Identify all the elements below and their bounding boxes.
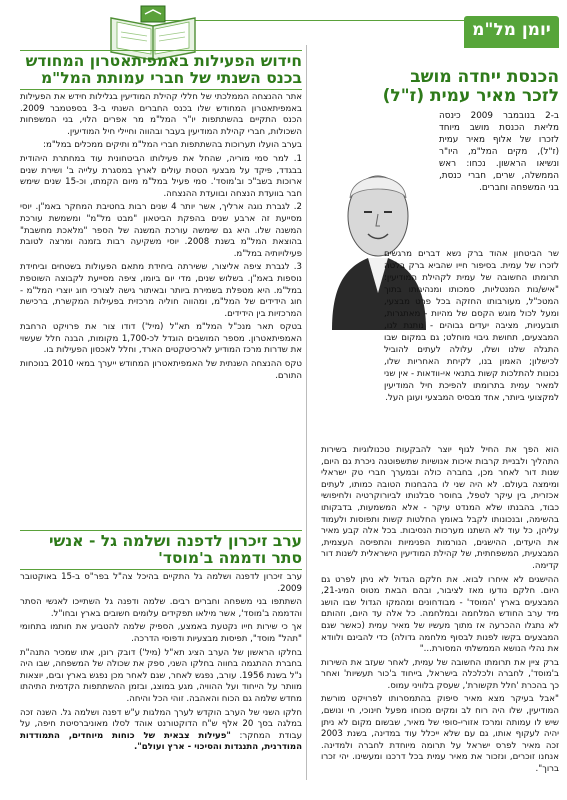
memorial-research-title: "פעילות צבאית של כוחות מיוחדים, התמודדות המודרנית, התנגדות והסיכוי - ארץ ועולם". — [20, 730, 302, 753]
memorial-paragraph-2: השתתפו בני משפחה וחברים רבים. שלמה ודפנה גל השתייכו לאנשי הסתר והדממה ב'מוסד', אשר מילאו תפקידים עלומים חשובים בארץ ובחו"ל. — [20, 597, 302, 619]
article-title-amphitheater-line2: בכנס השנתי של חברי עמותת המל"מ — [40, 69, 302, 87]
amphitheater-paragraph-3: בטקס תאר מנכ"ל המל"מ תא"ל (מיל') דודו צור את פרויקט הרחבת האמפיתאטרון. מספר המושבים הוגדל לכ-1,700 מקומות, הבנה חלל שעשוי את שדרות מרכז המודיע לארכיטקטים הארד, וחלל לאכסון הפעילות בו. — [20, 322, 302, 356]
memorial-paragraph-4: בחלקו הראשון של הערב הציג תא"ל (מיל') דובק רונן, אתו שמכיר התנה"ת בחברת ההתגמה בחווה בחלקו השני, ספק את שכולה של המשפחה, שבו היה נ"ל בשנת 1956. עורב, נפגש לאחר, שגם לאחר מכן נפגש בארץ ובים, יוצאות מוותר על הייחוד ועל ההוויה, מגע במוצג, ובזמן ההשתתפות הקדמית התיהתו מחדש שלמה גם הכוח והאהבה. זוהי הכל והיחה. — [20, 647, 302, 704]
knesset-paragraph-5: "אבל בעיקר מצא מאיר סיפוק בהתמסרותו לפרויקט מורשת המודיעין, שלו היה רוח לב ומקים מכוחו מפעל חינוכי, חי ונושם, שיש לו עמותה ומרכז אזורי-סופי של מאיר, שבשום מקום לא ניתן יהיה לעקוף אותו, גם עם שלא ייכלל עוד במדינה, בשנת 2003 זכה מאיר לפרס ישראל על תרומה מיוחדת לחברה ולמדינה. אנחנו זוכרים, ונזכור את מאיר עמית בכל דרכנו ומעשינו. יהי זכרו ברוך". — [321, 694, 559, 775]
left-column — [20, 48, 302, 384]
title-rule-top — [20, 50, 302, 51]
knesset-paragraph-3: ההישגים לא איחרו לבוא. את חלקם הגדול לא ניתן לפרט גם היום. חלקם נודעו מאז לציבור, ובהם הבאת מטוס המיג-21, המבצעים בארץ 'המוסד' - מבודחונים ומהמקו הגדול שבו הושג מיד ערב החודש המלחמה ובמלחמה. כל אלה עד היום, וזהותם לא נתגלו ההכרעה אז מתוך מעשיו של מאיר עמית (כאשר שגם המבצעים בקשו לפנות לבסוף מלחמה גדולה) כדי להבינם ולוודא את נהלי הנושא הממשלתי המסורת..." — [321, 574, 559, 655]
article-title-memorial-line2: סתר ודממה ב'מוסד' — [158, 549, 302, 567]
knesset-paragraph-4: ברק ציין את תרומתו החשובה של עמית, לאחר שעזב את השירות ב'מוסד', לחברה ולכלכלה בישראל, בייחוד ב'כור תעשיות' ואחר כך בהכרת 'חלל תקשורת', שעסק בלוויני עמוס. — [321, 657, 559, 691]
column-divider — [306, 45, 307, 780]
amphitheater-paragraph-1: אתר ההנצחה הממלכתי של חללי קהילת המודיעין בגלילות חידש את הפעילות באמפיתאטרון המחודש שלו בכנס החברים השנתי ב-3 בספטמבר 2009. הכנס התקיים בהשתתפות יו"ר המל"מ מר אפרים הלוי, בני המשפחות השכולות, חברי קהילת המודיעין בעבר ובהווה וחיילי חיל המודיעין. — [20, 92, 303, 137]
knesset-intro: ב-2 בנובמבר 2009 כינסה מליאת הכנסת מושב מיוחד לזכרו של אלוף מאיר עמית (ז"ל), מקים המל"מ, היו"ר ונשיאו הראשון. נכחו: ראש הממשלה, שרים, חברי כנסת, בני המשפחה וחברים. — [439, 111, 559, 193]
amphitheater-item-1: 1. למר סמי מוריה, שהחל את פעילותו הביטחונית עוד במחתרת היהודית בבגדד, פיקד על מבצעי הטסת עולים לארץ במסגרת עלייה ב' ושירת שנים ארוכות בשב"כ וב'מוסד'. סמי פעיל במל"מ מיום הקמתו, וכ-15 שנים שימש חבר בוועדת הנצחה ובוועדת ההנצחה. — [20, 153, 302, 199]
memorial-paragraph-1: ערב זיכרון לדפנה ושלמה גל התקיים בהיכל צה"ל בפר"ס ב-15 באוקטובר 2009. — [20, 572, 303, 594]
article-title-memorial-line1: ערב זיכרון לדפנה ושלמה גל - אנשי — [48, 532, 302, 550]
knesset-paragraph-1: שר הביטחון אהוד ברק נשא דברים מרגשים לזכרו של עמית. בסיפור חייו שהביא ברק בלטה תרומתו החשובה של עמית לקהילת המודיעין: "איש/נות המנטליות, סמכותו ומנהיגותו בתוך המטכ"ל, מעורבותו החזקה בכל פרט מבצעי, ומעל לכול מוגש הקסם של מהיות - מאתגרות, תובעניות, מציבה יעדים גבוהים - נותנת לנו, המבצעים, תחושת גיבוי מוחלט; גם במקום שבו התגלה שלנו ושלו, עלולה לעתים להוביל לכישלון; האמון בנו, לקיחת האחריות שלו, נכונות להתלכות קשות בתנאי אי-וודאות - אין שני למאיר עמית בתרומתו להפיכת חיל המודיעין למקצועי ביותר, אחד מבסיס המבצעי ועוגן העל. — [384, 249, 559, 403]
article-title-knesset-line1: הכנסת ייחדה מושב — [410, 67, 559, 87]
section-tab-underline — [464, 44, 559, 48]
title2-rule-top — [20, 530, 302, 531]
article-title-knesset-line2: לזכר מאיר עמית (ז"ל) — [382, 86, 559, 106]
right-column — [321, 68, 559, 106]
memorial-paragraph-3: אך כי שירות חייו נקטעת באמצע, הספיק שלמה להטביע את חותמו בתחומי "תהל" מוסד", תפיסות מבצעיות ודפוסי הדרכה. — [20, 622, 302, 644]
left-column-second-article — [20, 528, 302, 756]
article-title-amphitheater-line1: חידוש הפעילות באמפיתאטרון המחודש — [25, 52, 302, 70]
memorial-paragraph-5-text: חלקו השני של הערב הוקדש לערך המלגות ע"ש דפנה ושלמה גל. השנה זכה במלגה בסך 20 אלף ש"ח הדוקטורנט אוהד לסלו מאוניברסיטת חיפה, על עבודת המחקר: — [20, 707, 303, 741]
amphitheater-item-3: 3. לגברת ציפה אליצור, ששירתה ביחידת מתאם הפעולות בשטחים וביחידת נוספות באמ"ן. בשלוש שנים, מדי יום ביומו, ציפה מסייעת לקבוצה השוטפת במל"מ. היא מטפלת בשמירת ביותר ובאיתור גישה לצורכי חוג יוצרי המל"מ - חוג הידידים של המל"מ, ומהווה חוליה מרכזית בפעילות המקשרת, ברכישת המרכזיות בין הידידים. — [20, 262, 302, 319]
section-tab: יומן מל"מ — [464, 16, 559, 44]
right-body-block — [321, 445, 559, 778]
amphitheater-item-2: 2. לגברת נוגה ארליך, אשר יותר 4 שנים רבות בחטיבת המחקר באמ"ן. יוסי מסייעת זה ארבע שנים בהפקת הביטאון "מבט מל"מ" ומשמשת עורכת המשנה שלו. היא גם שימשה עורכת המשנה של הספר "מלאכת מחשבת" בהוצאת המל"מ בשנת 2008. יוסי משקיעה רבות בזמנה ומרצה לטובת פעילויותיה במל"מ. — [20, 202, 303, 259]
amphitheater-paragraph-2: בערב הועלו תערוכות בהשתתפות חברי המל"מ ותיקים ממכלים במל"מ: — [43, 140, 302, 151]
title2-rule-bottom — [20, 569, 302, 570]
right-intro-block — [439, 110, 559, 194]
title-rule-bottom — [20, 89, 302, 90]
memorial-paragraph-5 — [20, 708, 302, 754]
amphitheater-paragraph-4: טקס ההנצחה השנתית של האמפיתאטרון המחודש ייערך במאי 2010 בנוכחות התורם. — [20, 359, 302, 381]
right-wrap-block — [384, 248, 559, 406]
knesset-paragraph-2: הוא הפך את החיל לגוף יוצר להבקעות טכנולוגיות בשירות התהליך ולבניית קרבות איכות אנושיות שתשפוטנה ניכרת גם היום, שנות דור לאחר מכן, בחברה כולה ובמערך חברי טק ישראלי ומימצה בעולם. לא היה שני לו בהבחנות הטובה כמותו, לעתים אכזרית, בין עיקר לטפל, בחוסר סבלנותו לביורוקרטיה ולחיפושי כבוד, בהבנתו שלא המנדט עיקר - אלא המשמעות, בדבקותו בהשימה, ובנכונותו לקבל באומץ החלטות קשות ותפוסות ולעמוד עליהן, כל עוד לא השתנו מערכות הנסיבות. בכל אלה קבע מאיר את היעדים, ההישגים, הנורמות הפנימיות והתפיסה העצמית, המבצעית, המשפחתית, של קהילת המודיעין הישראלית לשנות דור קדימה. — [321, 445, 559, 571]
